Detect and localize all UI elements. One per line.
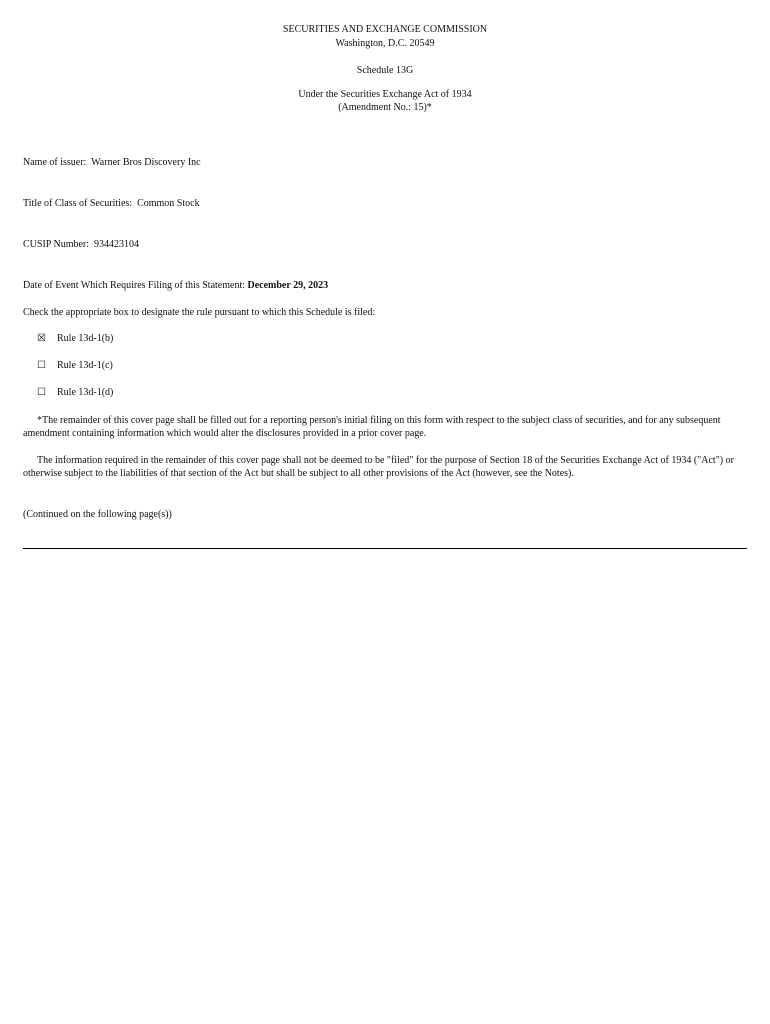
continued-note: (Continued on the following page(s)) [23, 509, 172, 520]
rule-label: Rule 13d-1(c) [57, 360, 113, 371]
class-value: Common Stock [137, 198, 200, 209]
checkbox-unchecked-icon: ☐ [37, 387, 46, 398]
issuer-label: Name of issuer: [23, 157, 87, 168]
act-reference: Under the Securities Exchange Act of 1934 [298, 89, 472, 100]
checkbox-checked-icon: ☒ [37, 333, 46, 344]
cusip-label: CUSIP Number: [23, 239, 90, 250]
rule-13d-1d-row [37, 386, 113, 399]
cusip-line [23, 238, 139, 251]
horizontal-divider [23, 548, 747, 549]
agency-location: Washington, D.C. 20549 [335, 38, 435, 49]
remainder-note: *The remainder of this cover page shall be filled out for a reporting person's initial filing on this form with respect to the subject class of securities, and for any subsequent amendment containing information which would alter the disclosures provided in a prior cover page. [23, 415, 721, 439]
information-note: The information required in the remainder of this cover page shall not be deemed to be "filed" for the purpose of Section 18 of the Securities Exchange Act of 1934 ("Act") or otherwise subject to the liabilities of that section of the Act but shall be subject to all other provisions of the Act (however, see the Notes). [23, 455, 734, 479]
instruction-text: Check the appropriate box to designate the rule pursuant to which this Schedule is filed: [23, 307, 376, 318]
rule-label: Rule 13d-1(d) [57, 387, 114, 398]
class-label: Title of Class of Securities: [23, 198, 133, 209]
schedule-title: Schedule 13G [356, 65, 414, 76]
event-label: Date of Event Which Requires Filing of this Statement: [23, 280, 245, 291]
rule-13d-1b-row [37, 332, 113, 345]
amendment-number: (Amendment No.: 15)* [338, 102, 432, 113]
issuer-line [23, 156, 201, 169]
event-date: December 29, 2023 [247, 280, 329, 291]
cusip-value: 934423104 [94, 239, 140, 250]
issuer-value: Warner Bros Discovery Inc [91, 157, 201, 168]
rule-label: Rule 13d-1(b) [57, 333, 114, 344]
class-line [23, 197, 200, 210]
rule-13d-1c-row [37, 359, 113, 372]
event-date-line [23, 279, 328, 292]
agency-title: SECURITIES AND EXCHANGE COMMISSION [282, 24, 488, 35]
checkbox-unchecked-icon: ☐ [37, 360, 46, 371]
